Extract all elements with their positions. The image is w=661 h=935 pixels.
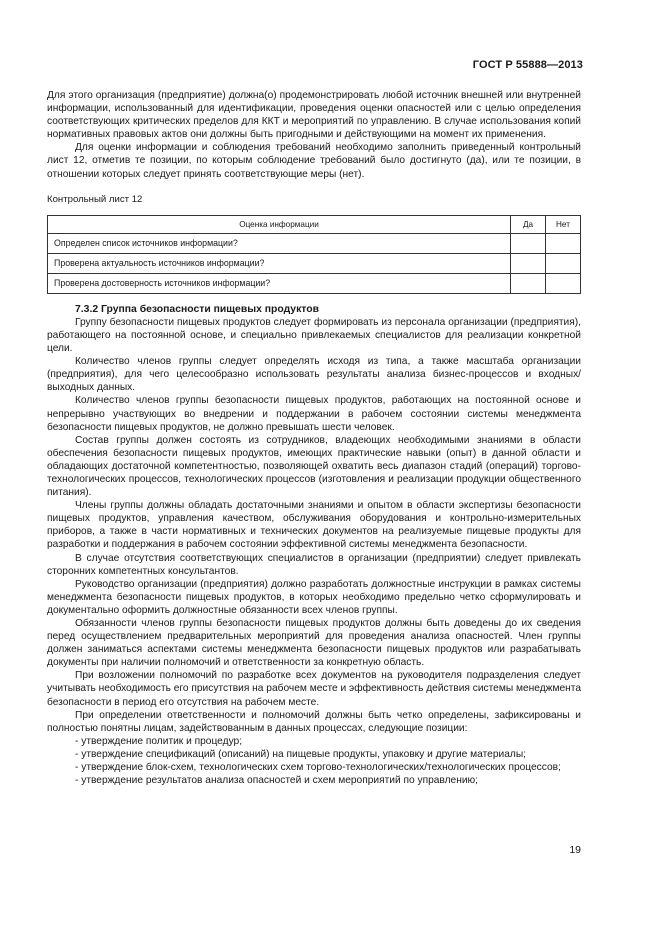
checklist-row	[48, 253, 581, 273]
section-title: 7.3.2 Группа безопасности пищевых продуктов	[75, 303, 319, 315]
section-paragraph: Группу безопасности пищевых продуктов следует формировать из персонала организации (предприятия), работающего на постоянной основе, и специально привлекаемых специалистов для реализации конкретной цели.	[47, 316, 581, 355]
checklist-row	[48, 273, 581, 293]
section-paragraph: В случае отсутствия соответствующих специалистов в организации (предприятии) следует привлекать сторонних компетентных консультантов.	[47, 552, 581, 577]
checklist-yes-cell[interactable]	[511, 273, 546, 293]
list-item: - утверждение блок-схем, технологических схем торгово-технологических/технологических процессов;	[75, 762, 561, 774]
page-content	[47, 89, 581, 787]
section-paragraph: Количество членов группы следует определять исходя из типа, а также масштаба организации (предприятия), для чего целесообразно использовать результаты анализа бизнес-процессов и входных/выходных данных.	[47, 356, 581, 394]
checklist-header-row	[48, 215, 581, 233]
checklist-table	[47, 215, 581, 294]
section-paragraph: При возложении полномочий по разработке всех документов на руководителя подразделения следует учитывать необходимость его присутствия на рабочем месте и эффективность действия системы менеджмента безопасности в период его отсутствия на рабочем месте.	[47, 670, 581, 708]
intro-paragraph-1: Для этого организация (предприятие) должна(о) продемонстрировать любой источник внешней или внутренней информации, использованный для идентификации, проведения оценки опасностей или с целью определения соответствующих критических пределов для ККТ и мероприятий по управлению. В случае использования копий нормативных правовых актов они должны быть пригодными и действующими на момент их применения.	[47, 90, 581, 141]
checklist-row-question: Проверена достоверность источников информации?	[48, 273, 511, 293]
checklist-no-cell[interactable]	[546, 253, 581, 273]
checklist-yes-cell[interactable]	[511, 233, 546, 253]
section-paragraph: Члены группы должны обладать достаточными знаниями и опытом в области экспертизы безопасности пищевых продуктов, управления качеством, обслуживания оборудования и контрольно-измерительных приборов, а также в части нормативных и технических документов на реализуемые пищевые продукты для разработки и поддержания в рабочем состоянии эффективной системы менеджмента безопасности.	[47, 500, 581, 551]
checklist-header-no: Нет	[546, 215, 581, 233]
intro-paragraph-2: Для оценки информации и соблюдения требований необходимо заполнить приведенный контрольный лист 12, отметив те позиции, по которым соблюдение требований было достигнуто (да), или те позиции, в отношении которых следует принять соответствующие меры (нет).	[47, 142, 581, 180]
document-standard-number: ГОСТ Р 55888—2013	[472, 59, 583, 71]
section-paragraph: Обязанности членов группы безопасности пищевых продуктов должны быть доведены до их сведения перед осуществлением предварительных мероприятий для проведения анализа опасностей. Член группы должен заниматься аспектами системы менеджмента безопасности пищевых продуктов или разрабатывать документы при наличии полномочий и ответственности за конкретную область.	[47, 618, 581, 669]
checklist-row-question: Определен список источников информации?	[48, 233, 511, 253]
section-paragraph: Состав группы должен состоять из сотрудников, владеющих необходимыми знаниями в области обеспечения безопасности пищевых продуктов, имеющих практические навыки (опыт) в данной области и обладающих достаточной компетентностью, позволяющей охватить весь диапазон стадий (операций) торгово-технологических процессов, технологических процессов (изготовления и реализации продукции общественного питания).	[47, 434, 581, 499]
checklist-yes-cell[interactable]	[511, 253, 546, 273]
checklist-no-cell[interactable]	[546, 273, 581, 293]
checklist-no-cell[interactable]	[546, 233, 581, 253]
list-item: - утверждение результатов анализа опасностей и схем мероприятий по управлению;	[75, 775, 479, 787]
checklist-caption: Контрольный лист 12	[47, 193, 143, 205]
list-item: - утверждение спецификаций (описаний) на пищевые продукты, упаковку и другие материалы;	[75, 748, 526, 760]
section-paragraph: Руководство организации (предприятия) должно разработать должностные инструкции в рамках системы менеджмента безопасности пищевых продуктов, в которых необходимо предельно четко сформулировать и документально оформить должностные обязанности всех членов группы.	[47, 578, 581, 616]
list-item: - утверждение политик и процедур;	[75, 735, 243, 747]
section-paragraph: Количество членов группы безопасности пищевых продуктов, работающих на постоянной основе и непрерывно участвующих во внедрении и поддержании в рабочем состоянии системы менеджмента безопасности пищевых продуктов, не должно превышать шести человек.	[47, 395, 581, 433]
checklist-row	[48, 233, 581, 253]
checklist-header-item: Оценка информации	[48, 215, 511, 233]
section-paragraph: При определении ответственности и полномочий должны быть четко определены, зафиксированы и полностью понятны лицам, задействованным в данных процессах, следующие позиции:	[47, 709, 581, 734]
page-number: 19	[569, 844, 581, 856]
checklist-row-question: Проверена актуальность источников информации?	[48, 253, 511, 273]
checklist-header-yes: Да	[511, 215, 546, 233]
